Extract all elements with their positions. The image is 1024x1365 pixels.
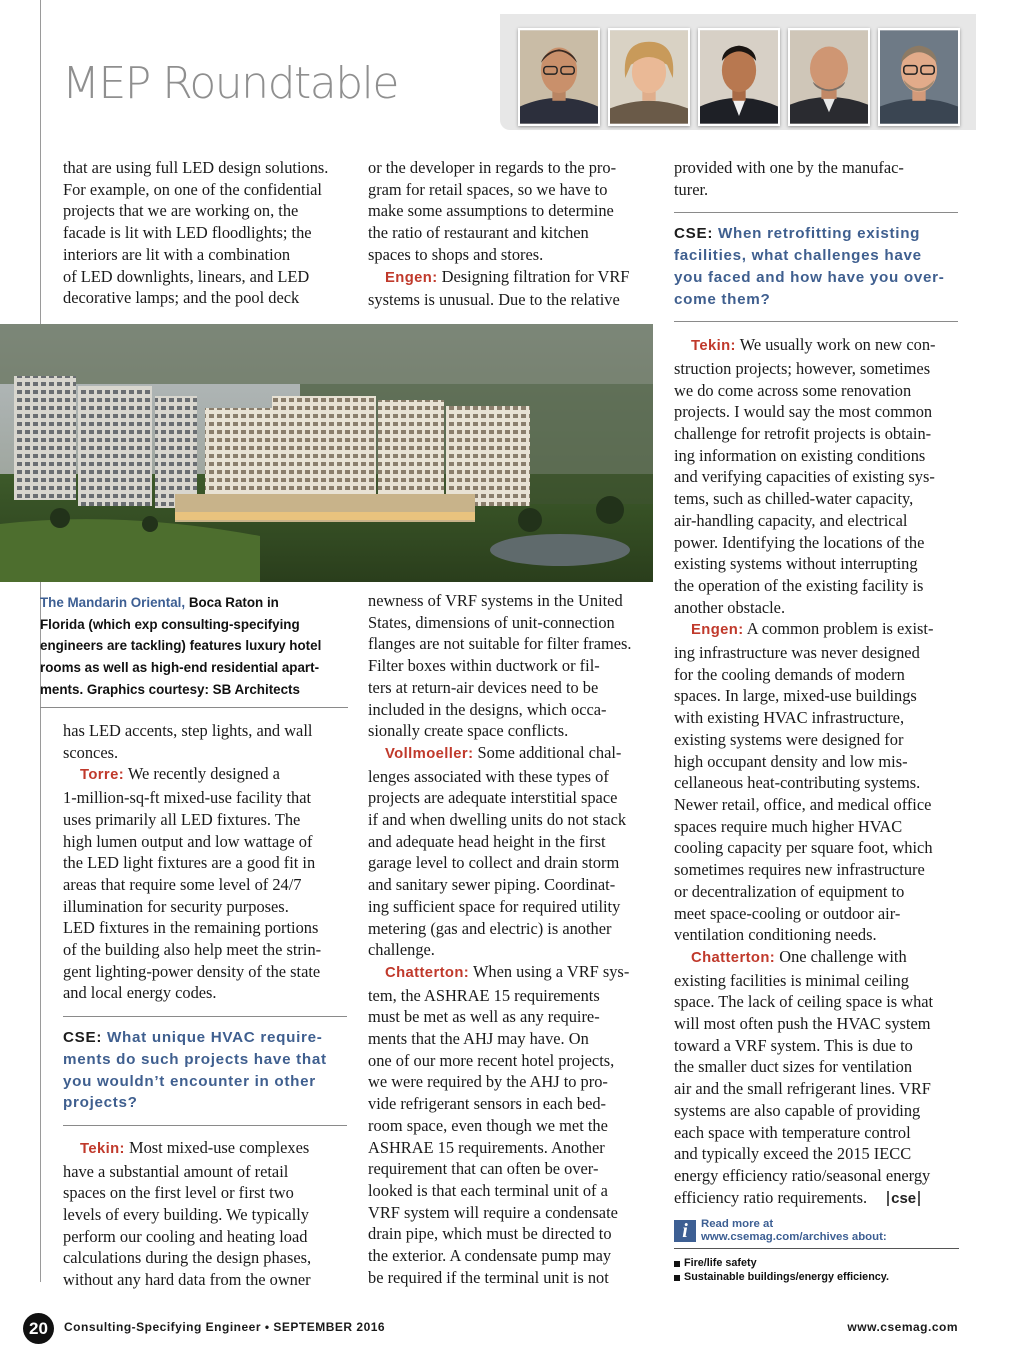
text-line: high occupant density and low mis- [674,751,908,771]
page-number: 20 [23,1313,54,1344]
text-line [63,1027,347,1049]
speaker-name: Vollmoeller: [385,745,474,762]
speaker-name: Engen: [691,622,744,639]
text-line: spaces require much higher HVAC [674,816,903,836]
chatterton-answer-start: Chatterton: When using a VRF sys- [385,961,630,981]
caption-divider [40,707,348,708]
text-line: areas that require some level of 24/7 [63,874,302,894]
text-line: projects that we are working on, the [63,201,299,221]
text-line: interiors are lit with a combination [63,244,291,264]
text-line: drain pipe, which must be directed to [368,1224,612,1244]
text-line: and typically exceed the 2015 IECC [674,1144,912,1164]
panelist-photo [788,28,870,126]
panelist-photo [698,28,780,126]
read-more-heading: Read more at www.csemag.com/archives about: [701,1218,959,1244]
footer-publication: Consulting-Specifying Engineer • SEPTEMBER 2016 [64,1320,386,1334]
engen-answer-start [368,266,652,290]
text-line: VRF system will require a condensate [368,1202,618,1222]
text-line: has LED accents, step lights, and wall [63,721,313,740]
question-text: ments do such projects have that [63,1050,327,1068]
text-line: the smaller duct sizes for ventilation [674,1057,913,1077]
column-2-top [368,157,652,311]
panelist-photo-strip [500,14,976,130]
text-line: systems is unusual. Due to the relative [368,290,620,310]
text-line: existing systems were designed for [674,729,904,749]
caption-highlight: The Mandarin Oriental, [40,595,186,610]
text-line: calculations during the design phases, [63,1248,312,1268]
text-line: gram for retail spaces, so we have to [368,179,608,199]
text-line: requirement that can often be over- [368,1159,599,1179]
text-line: ments that the AHJ may have. On [368,1029,589,1049]
text-line: Designing filtration for VRF [441,266,630,286]
question-divider [63,1125,347,1126]
text-line: looked is that each terminal unit of a [368,1180,608,1200]
text-line: air and the small refrigerant lines. VRF [674,1079,931,1099]
text-line: 1-million-sq-ft mixed-use facility that [63,788,312,808]
chatterton-answer-start: Chatterton: One challenge with [691,946,907,966]
caption-line: rooms as well as high-end residential apart- [40,660,320,676]
list-item[interactable]: Fire/life safety [674,1257,959,1271]
vollmoeller-answer-start: Vollmoeller: Some additional chal- [385,742,622,762]
cse-label: CSE: [63,1029,103,1047]
read-more-box [674,1218,959,1284]
text-line: sconces. [63,742,119,762]
section-title: MEP Roundtable [62,58,398,109]
info-icon: i [674,1220,696,1242]
text-line: power. Identifying the locations of the [674,532,925,552]
read-more-divider [674,1248,959,1249]
text-line: decorative lamps; and the pool deck [63,288,300,308]
text-line: ventilation conditioning needs. [674,925,877,945]
speaker-name: Torre: [80,767,125,784]
question-block [63,1017,347,1114]
text-line: For example, on one of the confidential [63,179,322,199]
text-line: the exterior. A condensate pump may [368,1246,612,1266]
text-line: air-handling capacity, and electrical [674,510,908,530]
text-line: space. The lack of ceiling space is what [674,992,934,1012]
text-line: and local energy codes. [63,983,217,1003]
question-divider [674,321,958,322]
text-line: facade is lit with LED floodlights; the [63,223,312,243]
text-line: provided with one by the manufac- [674,158,904,177]
text-line: struction projects; however, sometimes [674,358,931,378]
text-line: ing information on existing conditions [674,445,926,465]
text-line: tems, such as chilled-water capacity, [674,489,914,509]
text-line: metering (gas and electric) is another [368,918,612,938]
read-more-link[interactable]: www.csemag.com/archives about: [701,1231,887,1243]
text-line: States, dimensions of unit-connection [368,612,615,632]
text-line: have a substantial amount of retail [63,1161,289,1181]
text-line: existing facilities is minimal ceiling [674,970,909,990]
text-line: room space, even though we met the [368,1115,608,1135]
text-line: and sanitary sewer piping. Coordinat- [368,875,616,895]
torre-answer-start: Torre: We recently designed a [80,764,280,784]
text-line: spaces on the first level or first two [63,1183,294,1203]
text-line: energy efficiency ratio/seasonal energy [674,1165,931,1185]
text-line: uses primarily all LED fixtures. The [63,809,301,829]
text-line: garage level to collect and drain storm [368,853,620,873]
column-1-top [63,157,347,309]
text-line: cooling capacity per square foot, which [674,838,933,858]
text-line: challenge. [368,940,435,960]
panelist-photo [518,28,600,126]
text-line: one of our more recent hotel projects, [368,1050,615,1070]
text-line: and adequate head height in the first [368,831,606,851]
speaker-name: Chatterton: [691,949,776,966]
text-line: the LED light fixtures are a good fit in [63,853,316,873]
text-line: ASHRAE 15 requirements. Another [368,1137,605,1157]
text-line: make some assumptions to determine [368,201,614,221]
question-block [674,213,958,310]
text-line: without any hard data from the owner [63,1270,311,1290]
text-line: challenge for retrofit projects is obtain- [674,424,932,444]
text-line: will most often push the HVAC system [674,1014,931,1034]
text-line: we were required by the AHJ to pro- [368,1072,608,1092]
text-line: flanges are not suitable for filter frames. [368,634,632,654]
text-line: Filter boxes within ductwork or fil- [368,656,600,676]
text-line: projects. I would say the most common [674,402,933,422]
text-line: spaces to shops and stores. [368,244,544,264]
panelist-photo [608,28,690,126]
column-1-bottom [63,720,347,1291]
column-2-bottom [368,590,652,1289]
question-text: facilities, what challenges have [674,247,922,265]
caption-line: ments. Graphics courtesy: SB Architects [40,681,300,697]
speaker-name: Chatterton: [385,964,470,981]
text-line: ing infrastructure was never designed [674,643,920,663]
cse-end-logo: cse [887,1191,920,1206]
text-line: ing sufficient space for required utility [368,896,621,916]
tekin-answer-start: Tekin: Most mixed-use complexes [80,1137,310,1157]
image-caption [40,592,352,701]
footer-url[interactable]: www.csemag.com [847,1320,958,1334]
caption-line: engineers are tackling) features luxury hotel [40,638,322,654]
text-line: turer. [674,179,709,199]
text-line: tem, the ASHRAE 15 requirements [368,985,600,1005]
caption-line: The Mandarin Oriental, Boca Raton in [40,595,279,610]
text-line: must be met as well as any require- [368,1007,600,1027]
tekin-answer-start: Tekin: We usually work on new con- [691,335,936,355]
text-line: meet space-cooling or outdoor air- [674,903,901,923]
text-line: Newer retail, office, and medical office [674,794,932,814]
caption-line: Florida (which exp consulting-specifying [40,616,300,632]
text-line: and verifying capacities of existing sys- [674,467,935,487]
text-line: or the developer in regards to the pro- [368,158,617,177]
text-line: another obstacle. [674,597,786,617]
text-line: the ratio of restaurant and kitchen [368,223,589,243]
panelist-photo [878,28,960,126]
text-line: efficiency ratio requirements. cse [674,1187,958,1209]
question-text: you faced and how have you over- [674,268,945,286]
speaker-name: Tekin: [691,338,736,355]
text-line: that are using full LED design solutions. [63,158,329,177]
text-line: included in the designs, which occa- [368,699,607,719]
text-line: toward a VRF system. This is due to [674,1035,913,1055]
column-3 [674,157,958,1208]
mandarin-oriental-rendering [0,324,653,582]
text-line: of LED downlights, linears, and LED [63,266,310,286]
engen-answer-start: Engen: A common problem is exist- [691,619,934,639]
text-line: the operation of the existing facility is [674,575,924,595]
text-line: high lumen output and low wattage of [63,831,313,851]
text-line: gent lighting-power density of the state [63,961,321,981]
speaker-name: Engen: [385,269,438,286]
text-line: spaces. In large, mixed-use buildings [674,686,917,706]
text-line: ters at return-air devices need to be [368,677,599,697]
text-line: levels of every building. We typically [63,1205,309,1225]
text-line: systems are also capable of providing [674,1100,921,1120]
speaker-name: Tekin: [80,1140,125,1157]
question-text: When retrofitting existing [718,225,921,243]
left-vertical-rule [40,0,41,326]
question-text: What unique HVAC require- [107,1029,323,1047]
text-line: projects are adequate interstitial space [368,788,618,808]
text-line: cellaneous heat-contributing systems. [674,773,921,793]
question-text: come them? [674,290,771,308]
text-line: of the building also help meet the strin- [63,940,322,960]
text-line: each space with temperature control [674,1122,911,1142]
text-line: vide refrigerant sensors in each bed- [368,1094,607,1114]
text-line: lenges associated with these types of [368,766,609,786]
read-more-list [674,1257,959,1284]
text-line: sionally create space conflicts. [368,721,569,741]
text-line: for the cooling demands of modern [674,664,905,684]
list-item[interactable]: Sustainable buildings/energy efficiency. [674,1271,959,1285]
text-line: illumination for security purposes. [63,896,289,916]
text-line: sometimes requires new infrastructure [674,860,925,880]
text-line: LED fixtures in the remaining portions [63,918,319,938]
text-line: perform our cooling and heating load [63,1226,308,1246]
text-line: existing systems without interrupting [674,554,918,574]
text-line: we do come across some renovation [674,380,912,400]
question-text: projects? [63,1094,138,1112]
text-line: newness of VRF systems in the United [368,591,623,610]
text-line: with existing HVAC infrastructure, [674,708,905,728]
text-line: be required if the terminal unit is not [368,1267,609,1287]
text-line: if and when dwelling units do not stack [368,810,627,830]
text-line [674,223,958,245]
text-line: or decentralization of equipment to [674,881,905,901]
question-text: you wouldn’t encounter in other [63,1072,316,1090]
cse-label: CSE: [674,225,714,243]
